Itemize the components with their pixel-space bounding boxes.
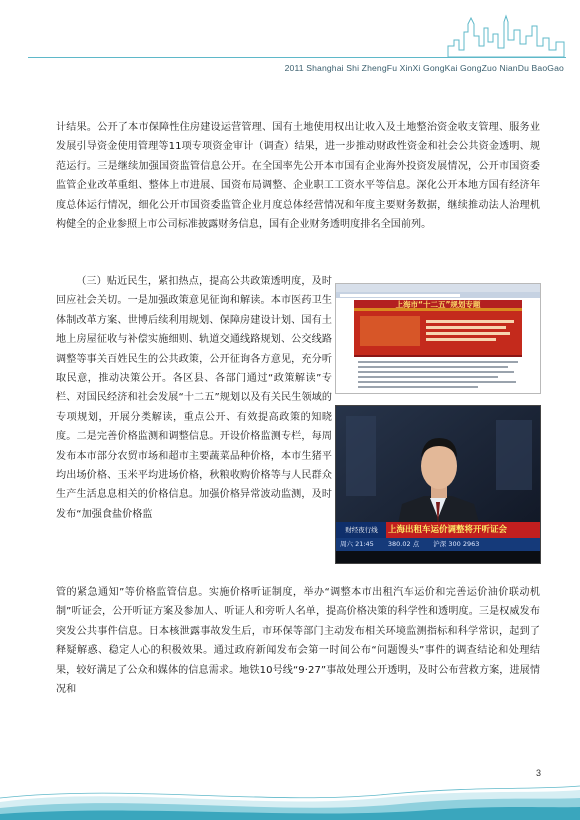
header-rule <box>28 57 566 58</box>
ticker-item: 沪深 300 2963 <box>433 540 480 548</box>
report-running-title: 2011 Shanghai Shi ZhengFu XinXi GongKai GongZuo NianDu BaoGao <box>284 63 564 73</box>
section-heading-3: （三）贴近民生，紧扣热点，提高公共政策透明度，及时回应社会关切。 <box>56 276 332 307</box>
paragraph-price-hearing: 管的紧急通知”等价格监管信息。实施价格听证制度，举办“调整本市出租汽车运价和完善运价油价联动机制”听证会，公开听证方案及参加人、听证人和旁听人名单，提高价格决策的科学性和透明度。三是权威发布突发公共事件信息。日本核泄露事故发生后，市环保等部门主动发布相关环境监测指标和科学常识，起到了释疑解惑、稳定人心的积极效果。通过政府新闻发布会第一时间公布“问题馒头”事件的调查结论和处理结果，较好满足了公众和媒体的信息需求。地铁10号线“9·27”事故处理公开透明，及时公布营救方案，进展情况和 <box>56 587 540 696</box>
paragraph-audit-results: 计结果。公开了本市保障性住房建设运营管理、国有土地使用权出让收入及土地整治资金收支管理、服务业发展引导资金使用管理等11项专项资金审计（调查）结果，进一步推动财政性资金和社会公共资金透明、规范运行。三是继续加强国资监管信息公开。在全国率先公开本市国有企业海外投资发展情况，公开市国资委监管企业改革重组、整体上市进展、国资布局调整、企业职工工资水平等信息。深化公开本地方国有经济年度总体运行情况，细化公开市国资委监管企业月度总体经营情况和年度主要财务数据，继续推动法人治理机构健全的企业参照上市公司标准披露财务信息，国有企业财务透明度排名全国前列。 <box>56 122 540 231</box>
section-paragraph <box>56 272 332 524</box>
body-text-column <box>56 272 332 524</box>
skyline-logo <box>446 12 566 58</box>
body-text-top <box>56 118 540 234</box>
tv-ticker <box>340 539 536 550</box>
tv-headline-caption: 上海出租车运价调整将开听证会 <box>388 525 508 535</box>
ticker-item: 380.02 点 <box>387 540 420 548</box>
station-logo: 财经夜行线 <box>345 526 378 534</box>
page-number: 3 <box>535 768 541 778</box>
tv-news-still-image <box>335 405 541 564</box>
website-banner-text: 上海市“十二五”规划专题 <box>395 300 481 309</box>
paragraph-policy-consultation: 一是加强政策意见征询和解读。本市医药卫生体制改革方案、世博后续利用规划、保障房建设计划、国有土地上房屋征收与补偿实施细则、轨道交通线路规划、公交线路调整等事关百姓民生的公共政策，公开征询各方意见，充分听取民意，推动决策公开。各区县、各部门通过“政策解读”专栏、对国民经济和社会发展“十二五”规划以及有关民生领域的专项规划，开展分类解读，重点公开、有效提高政策的知晓度。二是完善价格监测和调整信息。开设价格监测专栏，每周发布本市部分农贸市场和超市主要蔬菜品种价格，本市生猪平均出场价格、玉米平均进场价格，秋粮收购价格等与人民群众生产生活息息相关的价格信息。加强价格异常波动监测，及时发布“加强食盐价格监 <box>56 295 332 520</box>
website-screenshot-image <box>335 283 541 394</box>
body-text-bottom <box>56 583 540 699</box>
ticker-item: 周六 21:45 <box>340 540 374 548</box>
footer-wave-decoration <box>0 780 580 820</box>
